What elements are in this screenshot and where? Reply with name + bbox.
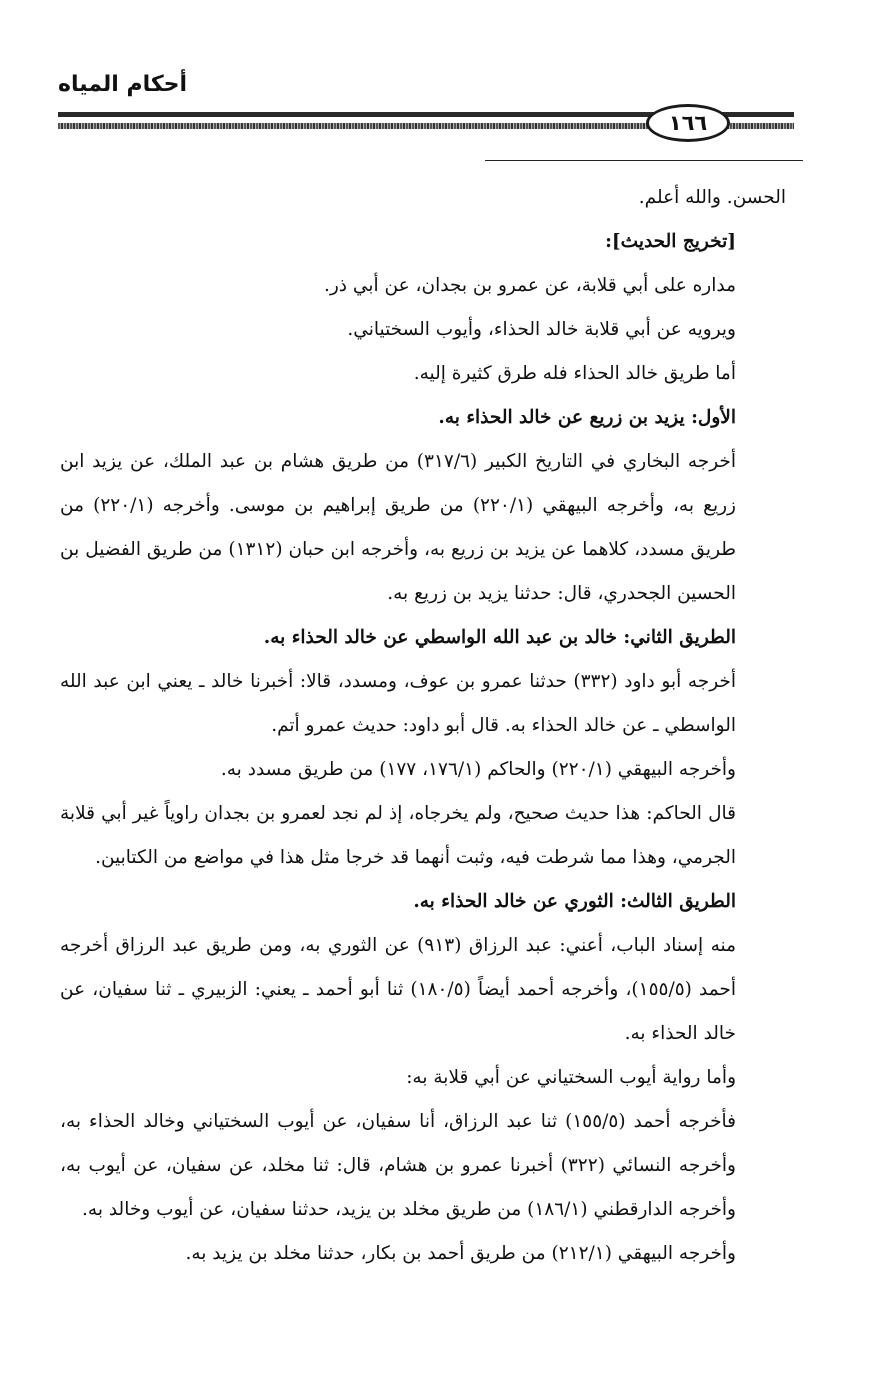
section-heading: [تخريج الحديث]:	[605, 231, 736, 252]
paragraph: مداره على أبي قلابة، عن عمرو بن بجدان، عن أبي ذر.	[323, 275, 736, 296]
paragraph: أخرجه البخاري في التاريخ الكبير (٣١٧/٦) من طريق هشام بن عبد الملك، عن يزيد ابن زريع به، وأخرجه البيهقي (٢٢٠/١) من طريق إبراهيم بن موسى. وأخرجه (٢٢٠/١) من طريق مسدد، كلاهما عن يزيد بن زريع به، وأخرجه ابن حبان (١٣١٢) من طريق الفضيل بن الحسين الجحدري، قال: حدثنا يزيد بن زريع به.	[60, 451, 736, 604]
footnote-separator	[485, 160, 803, 161]
book-title: أحكام المياه	[58, 72, 188, 97]
paragraph: وأخرجه البيهقي (٢١٢/١) من طريق أحمد بن بكار، حدثنا مخلد بن يزيد به.	[185, 1243, 736, 1264]
paragraph: قال الحاكم: هذا حديث صحيح، ولم يخرجاه، إذ لم نجد لعمرو بن بجدان راوياً غير أبي قلابة الجرمي، وهذا مما شرطت فيه، وثبت أنهما قد خرجا مثل هذا في مواضع من الكتابين.	[60, 803, 736, 868]
paragraph: وأما رواية أيوب السختياني عن أبي قلابة به:	[406, 1067, 736, 1088]
section-heading: الطريق الثالث: الثوري عن خالد الحذاء به.	[413, 891, 736, 912]
paragraph: الحسن. والله أعلم.	[638, 187, 786, 208]
paragraph: أخرجه أبو داود (٣٣٢) حدثنا عمرو بن عوف، ومسدد، قالا: أخبرنا خالد ـ يعني ابن عبد الله الواسطي ـ عن خالد الحذاء به. قال أبو داود: حديث عمرو أتم.	[60, 671, 736, 736]
paragraph: منه إسناد الباب، أعني: عبد الرزاق (٩١٣) عن الثوري به، ومن طريق عبد الرزاق أخرجه أحمد (١٥٥/٥)، وأخرجه أحمد أيضاً (١٨٠/٥) ثنا أبو أحمد ـ يعني: الزبيري ـ ثنا سفيان، عن خالد الحذاء به.	[60, 935, 736, 1044]
paragraph: وأخرجه البيهقي (٢٢٠/١) والحاكم (١٧٦/١، ١٧٧) من طريق مسدد به.	[220, 759, 736, 780]
section-heading: الأول: يزيد بن زريع عن خالد الحذاء به.	[438, 407, 736, 428]
page-number: ١٦٦	[646, 104, 730, 142]
paragraph: ويرويه عن أبي قلابة خالد الحذاء، وأيوب السختياني.	[347, 319, 736, 340]
paragraph: فأخرجه أحمد (١٥٥/٥) ثنا عبد الرزاق، أنا سفيان، عن أيوب السختياني وخالد الحذاء به، وأخرجه النسائي (٣٢٢) أخبرنا عمرو بن هشام، قال: ثنا مخلد، عن سفيان، عن أيوب به، وأخرجه الدارقطني (١٨٦/١) من طريق مخلد بن يزيد، حدثنا سفيان، عن أيوب وخالد به.	[60, 1111, 736, 1220]
main-text	[60, 176, 786, 1276]
section-heading: الطريق الثاني: خالد بن عبد الله الواسطي عن خالد الحذاء به.	[263, 627, 736, 648]
paragraph: أما طريق خالد الحذاء فله طرق كثيرة إليه.	[413, 363, 736, 384]
